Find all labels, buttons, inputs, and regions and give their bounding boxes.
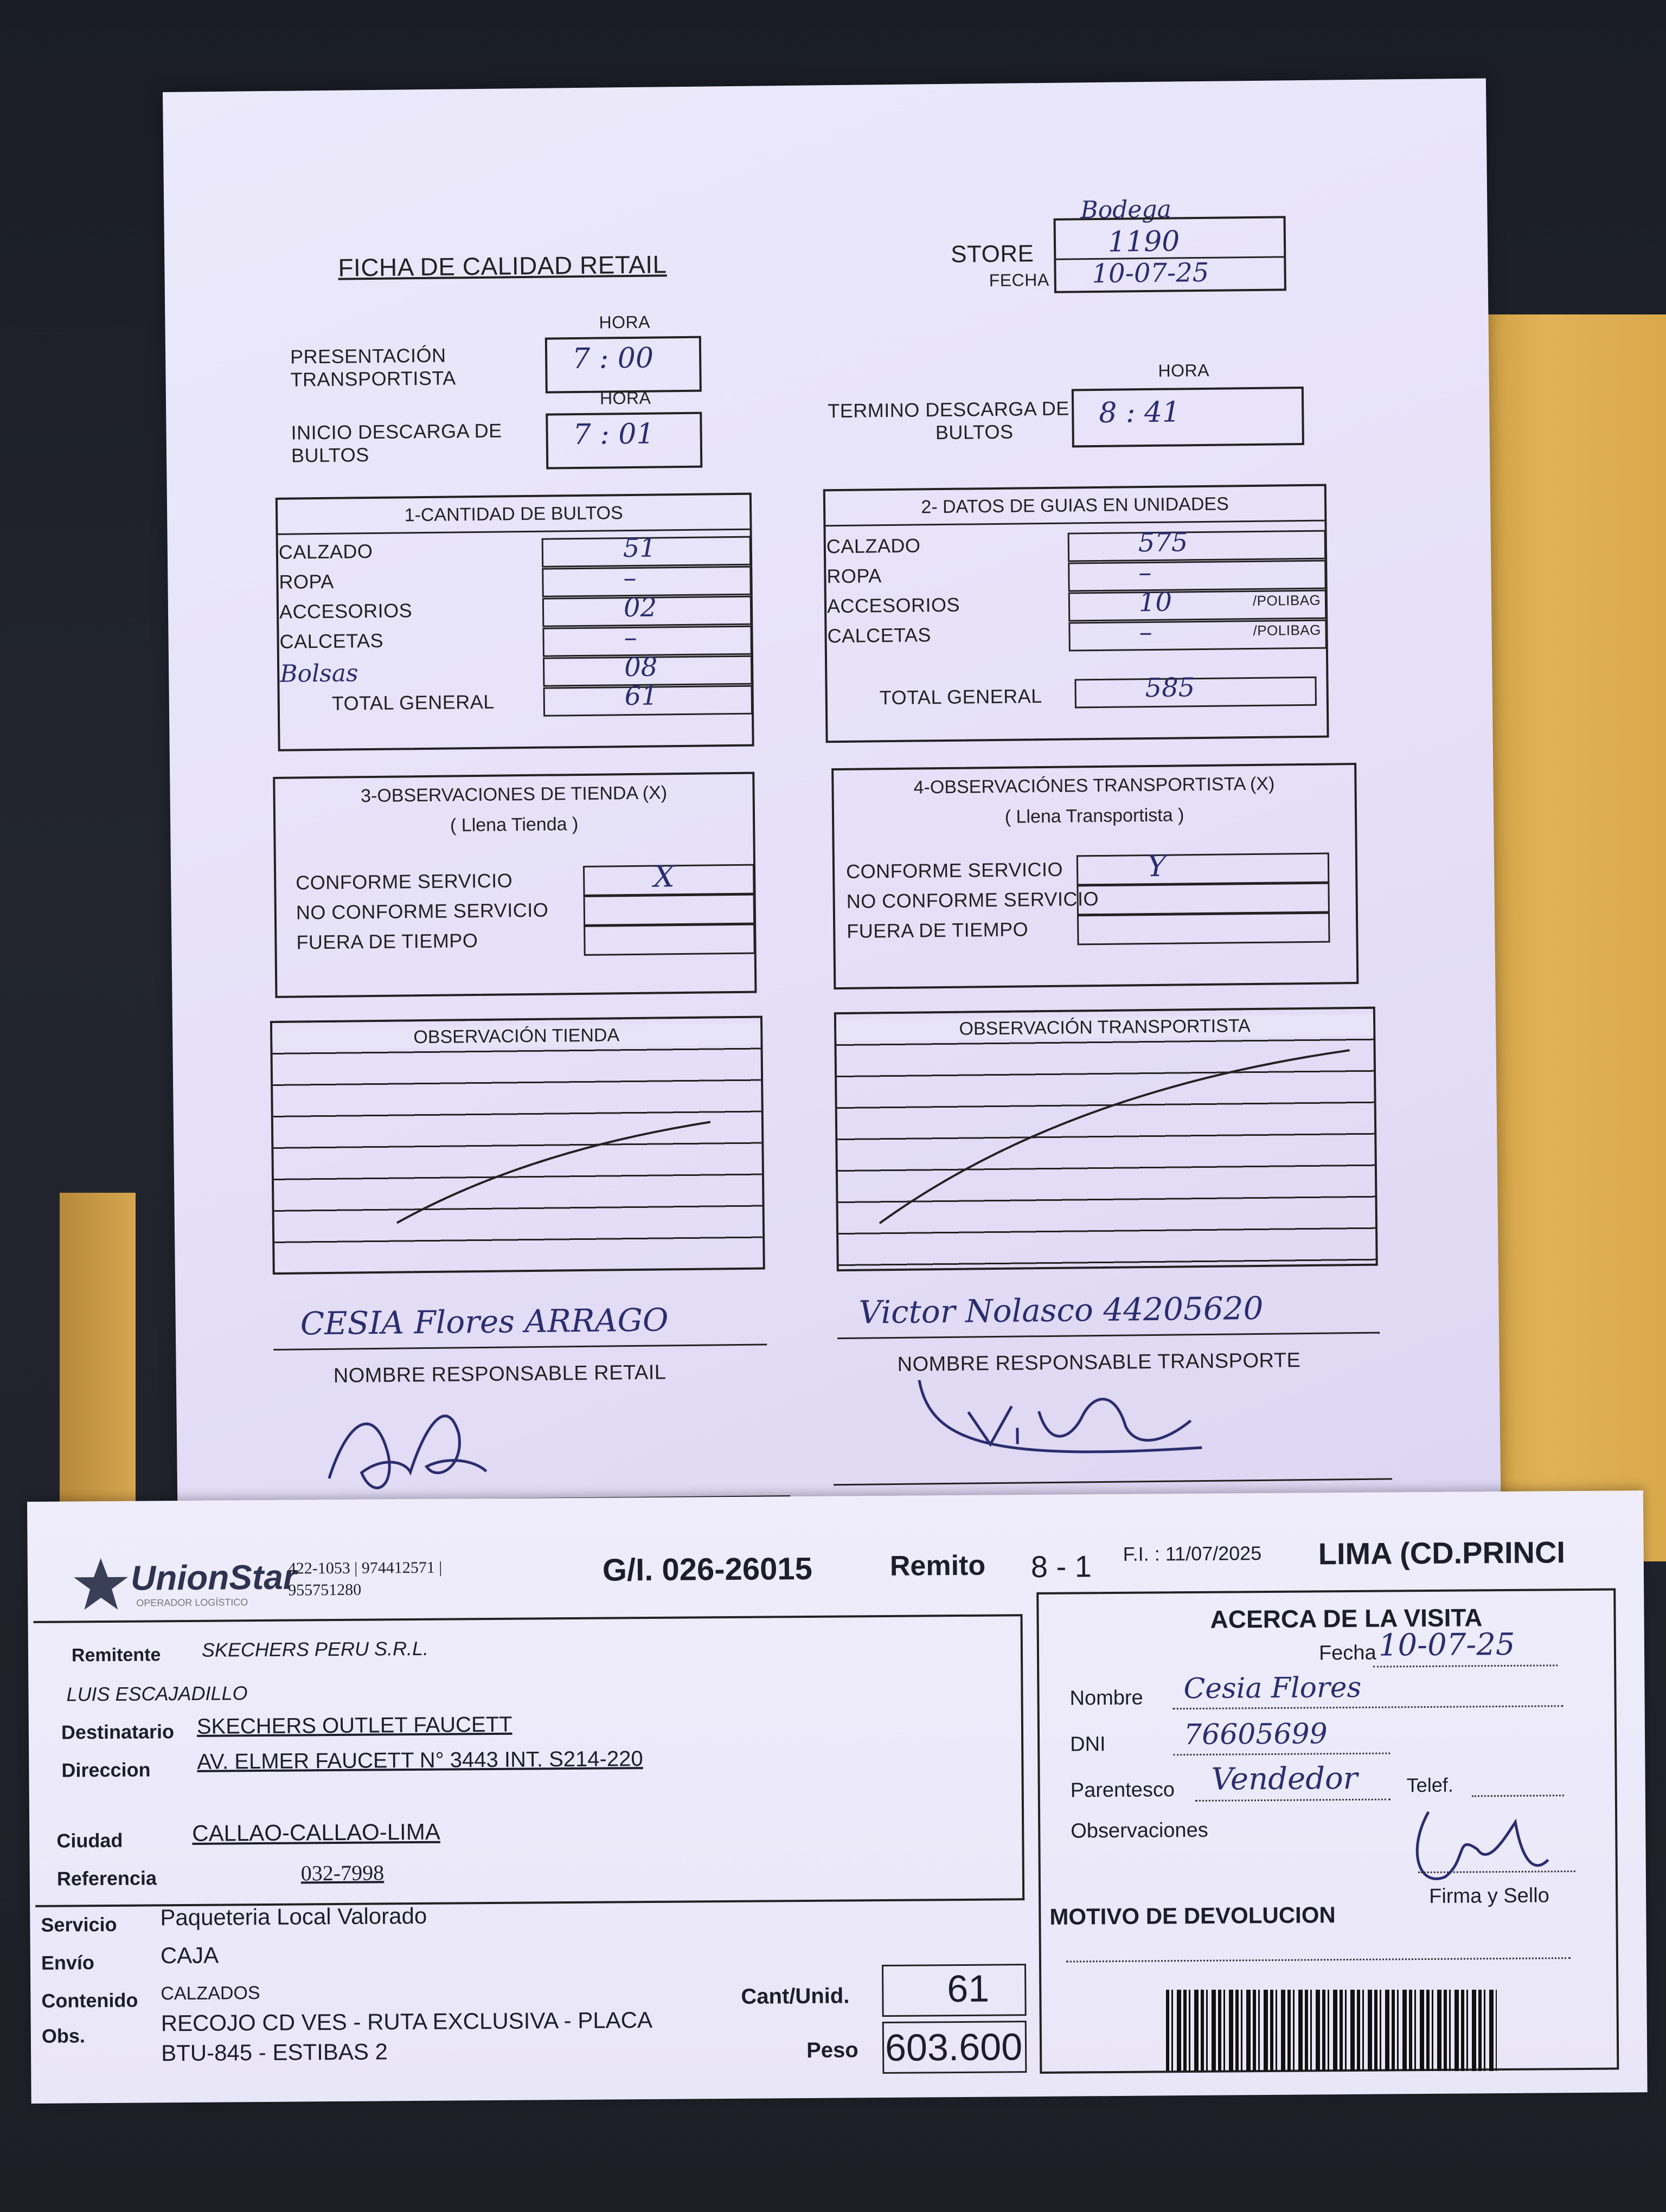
obs-transp-subtitle: ( Llena Transportista ) — [1004, 805, 1184, 827]
guias-total-label: TOTAL GENERAL — [879, 685, 1042, 709]
visita-title: ACERCA DE LA VISITA — [1210, 1603, 1483, 1634]
guias-row-value: 575 — [1138, 527, 1188, 558]
inicio-value: 7 : 01 — [573, 417, 655, 452]
cantidad-row-label: CALCETAS — [279, 629, 384, 653]
remitente-label: Remitente — [71, 1644, 161, 1666]
obs-label: Obs. — [41, 2024, 86, 2047]
referencia-value: 032-7998 — [300, 1860, 385, 1886]
obs-transp-checkbox[interactable] — [1077, 912, 1330, 946]
obs-tienda-row-label: FUERA DE TIEMPO — [296, 929, 478, 954]
observacion-tienda-title: OBSERVACIÓN TIENDA — [272, 1024, 760, 1050]
hora-label-3: HORA — [1158, 360, 1210, 381]
transp-signature — [908, 1366, 1213, 1467]
cantidad-row-label: ROPA — [279, 570, 335, 593]
ciudad-label: Ciudad — [56, 1829, 123, 1852]
guias-row-value: 10 — [1138, 587, 1172, 618]
visita-parentesco-value: Vendedor — [1211, 1760, 1358, 1797]
termino-label: TERMINO DESCARGA DE BULTOS — [828, 397, 1069, 444]
brand-name: UnionStar — [130, 1557, 297, 1598]
guias-row-label: ROPA — [826, 564, 882, 588]
fecha-value: 10-07-25 — [1092, 257, 1209, 290]
retail-signature — [317, 1390, 497, 1506]
destino-city: LIMA (CD.PRINCI — [1318, 1535, 1566, 1571]
contenido-label: Contenido — [41, 1989, 138, 2012]
visita-dni-label: DNI — [1070, 1733, 1106, 1756]
resp-retail-label: NOMBRE RESPONSABLE RETAIL — [333, 1361, 667, 1387]
visita-fecha-value: 10-07-25 — [1378, 1626, 1515, 1663]
cant-label: Cant/Unid. — [741, 1984, 850, 2009]
inicio-label: INICIO DESCARGA DE BULTOS — [291, 419, 502, 467]
cantidad-row-label: CALZADO — [278, 539, 373, 563]
cantidad-row-value: – — [623, 562, 637, 594]
direccion-label: Direccion — [61, 1758, 151, 1782]
envio-value: CAJA — [160, 1942, 219, 1969]
visita-fecha-label: Fecha — [1318, 1641, 1376, 1665]
cantidad-total-label: TOTAL GENERAL — [331, 690, 495, 715]
guia-number: G/I. 026-26015 — [602, 1551, 813, 1588]
destinatario-label: Destinatario — [61, 1720, 175, 1744]
brand-subtitle: OPERADOR LOGÍSTICO — [136, 1597, 248, 1609]
contenido-value: CALZADOS — [161, 1983, 260, 2004]
store-note: Bodega — [1080, 195, 1172, 224]
cantidad-row-label: Bolsas — [279, 659, 358, 688]
remito-value: 8 - 1 — [1030, 1549, 1092, 1584]
guias-row-value: – — [1138, 557, 1152, 588]
visita-nombre-value: Cesia Flores — [1183, 1671, 1362, 1706]
visita-parentesco-label: Parentesco — [1070, 1778, 1175, 1802]
destinatario-value: SKECHERS OUTLET FAUCETT — [196, 1712, 512, 1739]
remitente-value: SKECHERS PERU S.R.L. — [201, 1637, 429, 1661]
guias-total-value: 585 — [1145, 672, 1195, 704]
remitente-contact: LUIS ESCAJADILLO — [66, 1682, 248, 1706]
obs-value-2: BTU-845 - ESTIBAS 2 — [161, 2039, 388, 2066]
obs-transp-checkbox[interactable] — [1077, 853, 1330, 886]
obs-tienda-title: 3-OBSERVACIONES DE TIENDA (X) — [360, 782, 668, 807]
guias-row-label: ACCESORIOS — [826, 593, 960, 618]
cantidad-title: 1-CANTIDAD DE BULTOS — [404, 503, 623, 526]
observacion-transp-strike — [873, 1045, 1362, 1229]
guias-row-unit: /POLIBAG — [1253, 621, 1322, 639]
obs-tienda-checkbox[interactable] — [584, 894, 755, 926]
obs-tienda-row-label: CONFORME SERVICIO — [296, 869, 513, 894]
remito-label: Remito — [889, 1549, 986, 1582]
direccion-value: AV. ELMER FAUCETT N° 3443 INT. S214-220 — [197, 1747, 643, 1774]
resp-retail-name: CESIA Flores ARRAGO — [300, 1301, 669, 1342]
fecha-ingreso: F.I. : 11/07/2025 — [1123, 1542, 1262, 1565]
form-title: FICHA DE CALIDAD RETAIL — [338, 250, 667, 282]
phones-line-1: 422-1053 | 974412571 | — [287, 1558, 443, 1578]
cantidad-row-value: 08 — [624, 652, 658, 683]
ciudad-value: CALLAO-CALLAO-LIMA — [192, 1818, 440, 1846]
motivo-label: MOTIVO DE DEVOLUCION — [1049, 1902, 1336, 1930]
observacion-tienda-strike — [390, 1116, 717, 1228]
barcode — [1166, 1990, 1497, 2071]
obs-tienda-checkbox[interactable] — [584, 924, 755, 956]
obs-tienda-row-mark: X — [653, 859, 675, 894]
obs-tienda-subtitle: ( Llena Tienda ) — [450, 814, 579, 836]
peso-label: Peso — [806, 2038, 858, 2062]
obs-tienda-row-label: NO CONFORME SERVICIO — [296, 898, 549, 924]
guias-total-cell — [1074, 677, 1317, 709]
guias-row-unit: /POLIBAG — [1252, 591, 1321, 609]
fecha-label: FECHA — [989, 269, 1049, 291]
guias-row-value: – — [1139, 616, 1152, 648]
store-value: 1190 — [1107, 225, 1180, 259]
visita-obs-label: Observaciones — [1071, 1818, 1208, 1843]
hora-label-1: HORA — [599, 312, 651, 332]
cantidad-row-value: 51 — [623, 532, 657, 564]
envio-label: Envío — [41, 1951, 95, 1974]
hora-label-2: HORA — [599, 388, 651, 408]
obs-transp-row-label: CONFORME SERVICIO — [845, 858, 1063, 883]
cantidad-row-label: ACCESORIOS — [279, 599, 413, 623]
cant-value: 61 — [947, 1967, 990, 2010]
obs-transp-title: 4-OBSERVACIÓNES TRANSPORTISTA (X) — [913, 773, 1275, 798]
guias-row-label: CALZADO — [826, 534, 921, 558]
visita-nombre-label: Nombre — [1069, 1686, 1143, 1710]
quality-form-sheet — [163, 78, 1501, 1555]
guias-title: 2- DATOS DE GUIAS EN UNIDADES — [921, 493, 1229, 518]
cantidad-total-value: 61 — [624, 680, 658, 712]
obs-transp-checkbox[interactable] — [1077, 883, 1330, 916]
resp-transp-name: Victor Nolasco 44205620 — [858, 1289, 1264, 1331]
store-label: STORE — [950, 240, 1034, 268]
servicio-value: Paqueteria Local Valorado — [160, 1902, 427, 1931]
obs-transp-row-label: NO CONFORME SERVICIO — [846, 888, 1099, 912]
cantidad-row-value: – — [624, 622, 637, 653]
unionstar-logo-icon — [71, 1555, 131, 1616]
servicio-label: Servicio — [41, 1913, 117, 1936]
obs-value-1: RECOJO CD VES - RUTA EXCLUSIVA - PLACA — [161, 2007, 653, 2036]
obs-transp-row-label: FUERA DE TIEMPO — [847, 918, 1029, 942]
observacion-transp-title: OBSERVACIÓN TRANSPORTISTA — [836, 1014, 1373, 1041]
visita-firma-label: Firma y Sello — [1428, 1884, 1550, 1908]
guias-cell — [1068, 560, 1327, 592]
presentacion-label: PRESENTACIÓN TRANSPORTISTA — [290, 344, 456, 391]
visita-dni-value: 76605699 — [1183, 1718, 1328, 1752]
phones-line-2: 955751280 — [288, 1580, 362, 1599]
visita-telef-label: Telef. — [1406, 1773, 1453, 1797]
obs-transp-row-mark: Y — [1146, 848, 1167, 884]
termino-value: 8 : 41 — [1098, 396, 1181, 429]
guias-row-label: CALCETAS — [827, 623, 932, 647]
cantidad-row-value: 02 — [623, 592, 657, 623]
resp-transp-label: NOMBRE RESPONSABLE TRANSPORTE — [897, 1349, 1301, 1376]
peso-value: 603.600 — [885, 2025, 1023, 2069]
guias-cell — [1068, 530, 1327, 562]
presentacion-value: 7 : 00 — [572, 342, 654, 376]
referencia-label: Referencia — [56, 1867, 157, 1890]
